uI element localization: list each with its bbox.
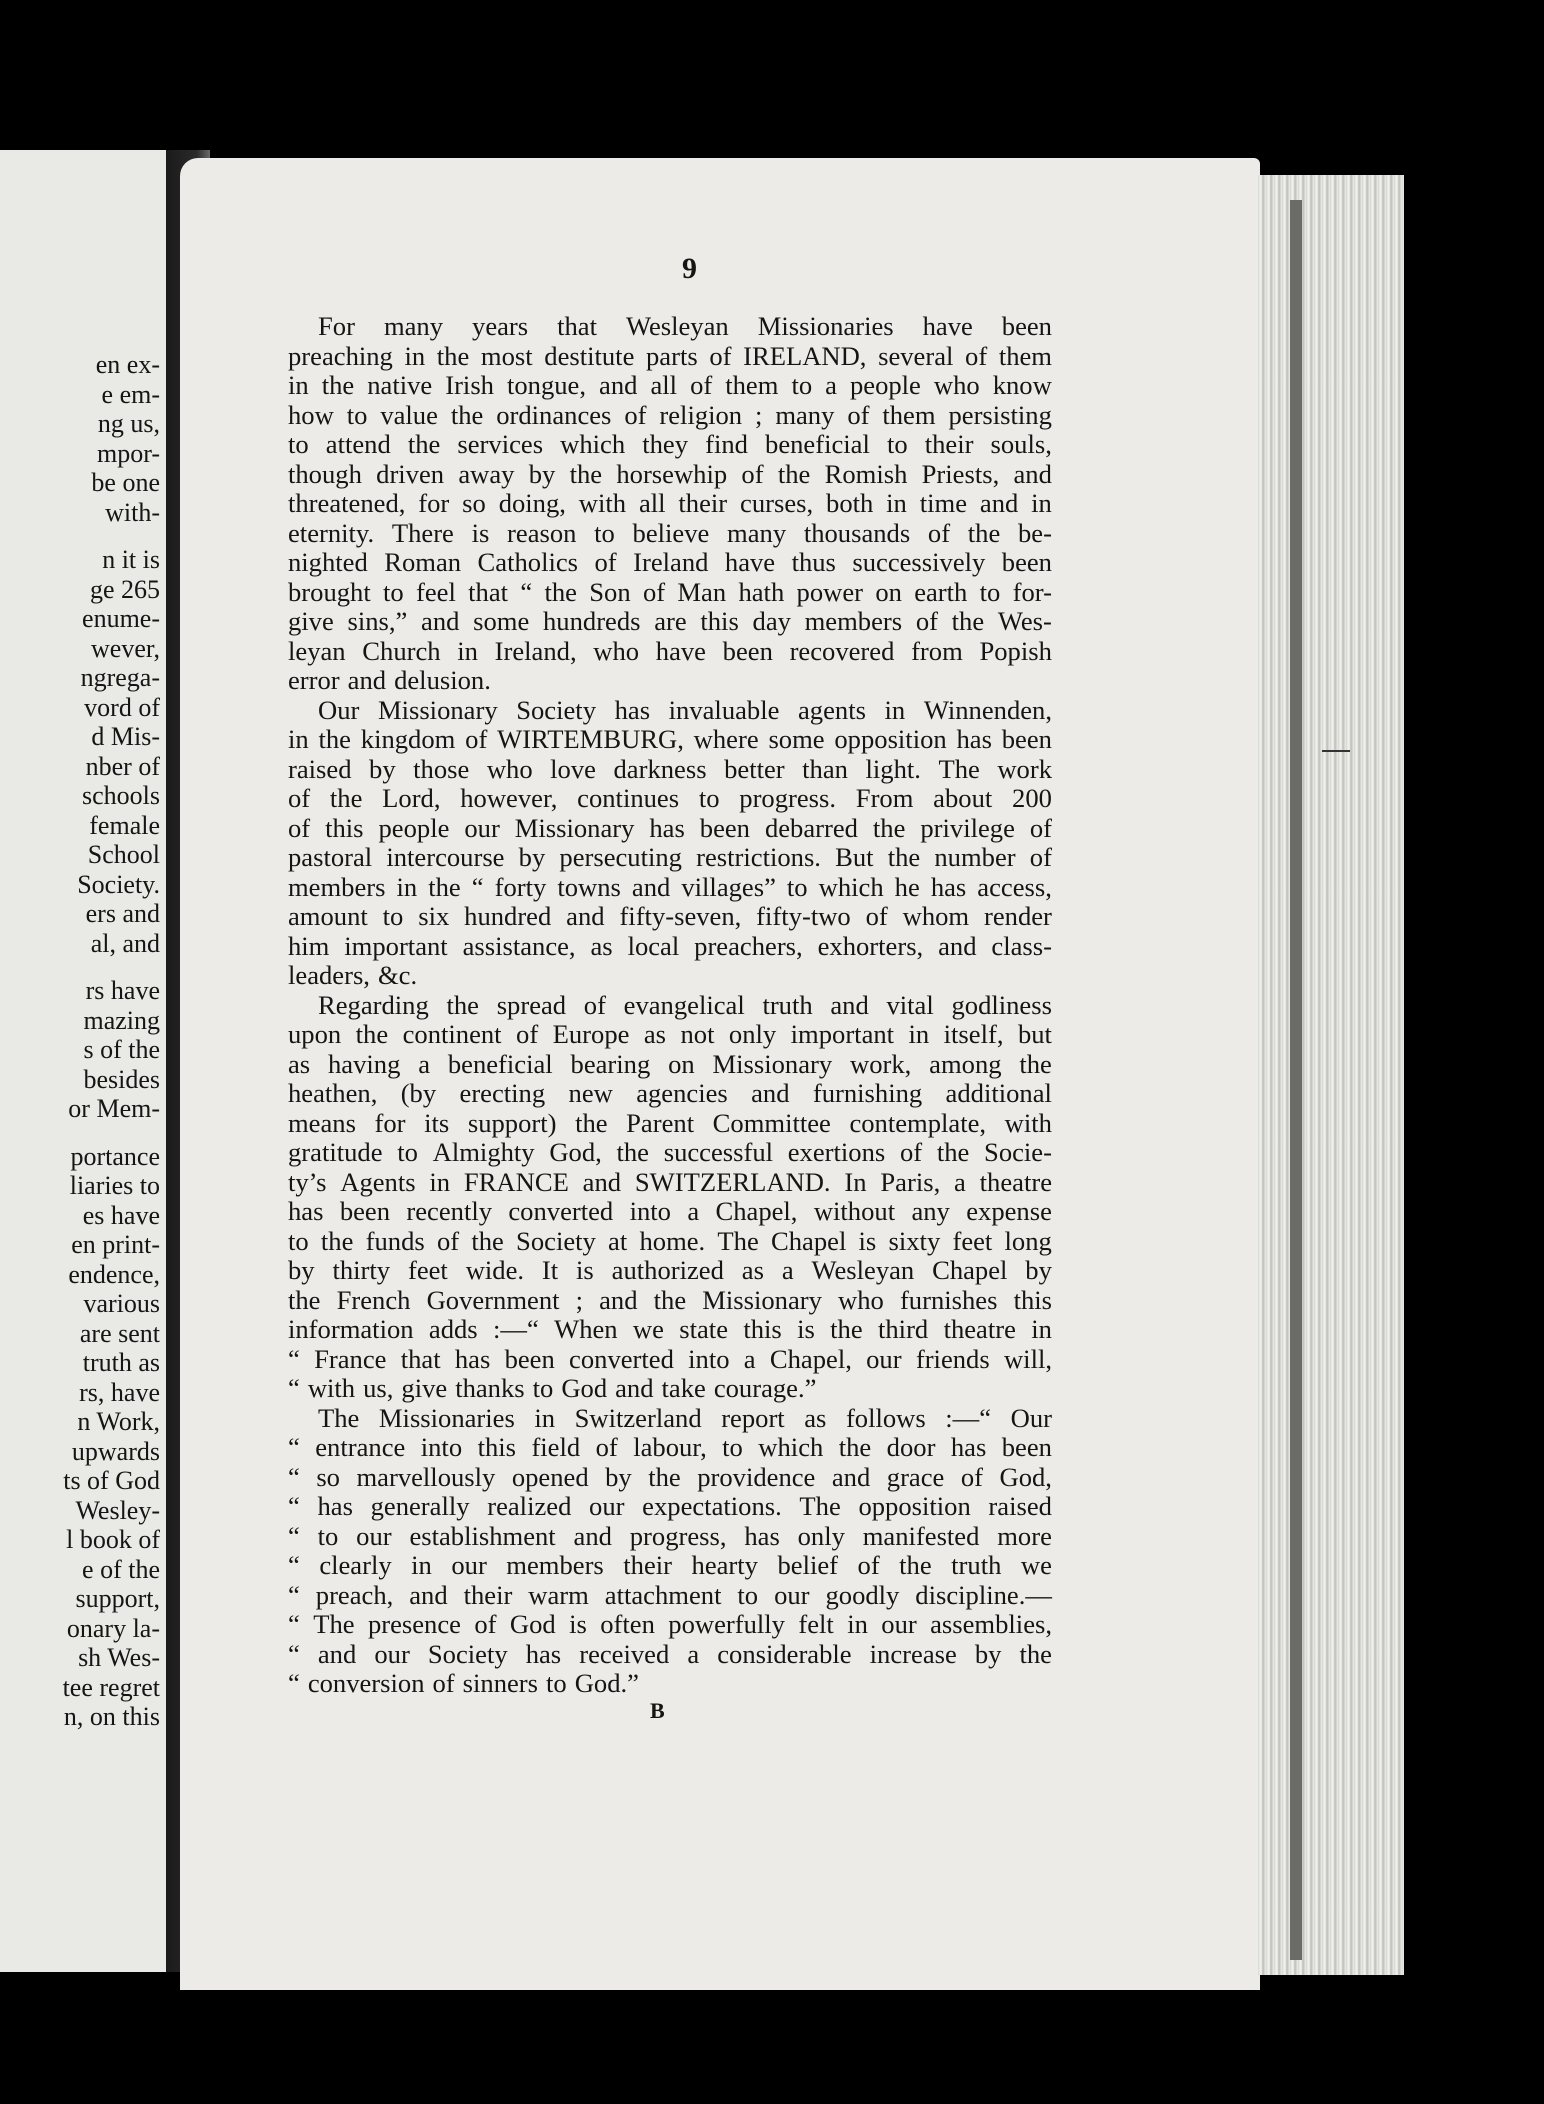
previous-page-line: be one bbox=[91, 468, 160, 497]
previous-page-line: rs have bbox=[85, 976, 160, 1005]
text-line: members in the “ forty towns and villages” to which he has access, bbox=[288, 871, 1052, 902]
text-line: For many years that Wesleyan Missionaries have been bbox=[318, 311, 1052, 341]
text-line: The Missionaries in Switzerland report as follows :—“ Our bbox=[318, 1402, 1052, 1433]
text-line: “ and our Society has received a considerable increase by the bbox=[288, 1638, 1052, 1669]
previous-page-line: e of the bbox=[82, 1554, 160, 1584]
previous-page-line: are sent bbox=[79, 1318, 160, 1348]
paragraph-gap bbox=[0, 958, 160, 976]
previous-page-line: e em- bbox=[101, 379, 160, 409]
text-line: though driven away by the horsewhip of the Romish Priests, and bbox=[288, 458, 1052, 489]
previous-page-line: endence, bbox=[68, 1259, 160, 1289]
previous-page-line: rs, have bbox=[79, 1377, 160, 1407]
text-line: error and delusion. bbox=[288, 665, 491, 695]
previous-page-line: support, bbox=[75, 1584, 160, 1613]
previous-page-line: mpor- bbox=[96, 438, 160, 468]
previous-page-line: ng us, bbox=[97, 409, 160, 438]
page-body-text bbox=[288, 312, 1052, 1699]
previous-page-line: l book of bbox=[66, 1525, 160, 1554]
text-line: by thirty feet wide. It is authorized as a Wesleyan Chapel by bbox=[288, 1255, 1052, 1285]
previous-page-line: School bbox=[87, 840, 160, 869]
text-line: means for its support) the Parent Committee contemplate, with bbox=[288, 1107, 1052, 1138]
previous-page-line: with- bbox=[105, 497, 160, 527]
previous-page-line: truth as bbox=[82, 1348, 160, 1377]
text-line: “ entrance into this field of labour, to which the door has been bbox=[288, 1432, 1052, 1462]
text-line: give sins,” and some hundreds are this day members of the Wes- bbox=[288, 606, 1052, 636]
text-line: “ France that has been converted into a Chapel, our friends will, bbox=[288, 1343, 1052, 1374]
text-line: to attend the services which they find beneficial to their souls, bbox=[288, 429, 1052, 459]
text-line: “ The presence of God is often powerfully felt in our assemblies, bbox=[288, 1609, 1052, 1639]
page-edges bbox=[1258, 175, 1404, 1975]
previous-page-line: or Mem- bbox=[68, 1094, 160, 1123]
previous-page-line: ngrega- bbox=[80, 663, 160, 692]
text-line: “ to our establishment and progress, has only manifested more bbox=[288, 1520, 1052, 1551]
text-line: eternity. There is reason to believe many thousands of the be- bbox=[288, 517, 1052, 548]
text-line: “ clearly in our members their hearty belief of the truth we bbox=[288, 1550, 1052, 1580]
previous-page-line: nber of bbox=[85, 751, 160, 781]
text-line: “ has generally realized our expectations. The opposition raised bbox=[288, 1491, 1052, 1521]
paragraph-gap bbox=[0, 1124, 160, 1142]
previous-page-line: various bbox=[83, 1289, 160, 1318]
text-line: ty’s Agents in FRANCE and SWITZERLAND. In Paris, a theatre bbox=[288, 1166, 1052, 1197]
previous-page-fragment bbox=[0, 150, 166, 1972]
previous-page-line: Society. bbox=[77, 869, 160, 899]
previous-page-line: portance bbox=[70, 1141, 160, 1171]
text-line: him important assistance, as local preachers, exhorters, and class- bbox=[288, 930, 1052, 961]
previous-page-line: sh Wes- bbox=[78, 1643, 160, 1672]
text-line: threatened, for so doing, with all their curses, both in time and in bbox=[288, 488, 1052, 518]
previous-page-line: ts of God bbox=[63, 1466, 160, 1495]
previous-page-line: liaries to bbox=[69, 1171, 160, 1200]
signature-mark: B bbox=[650, 1698, 665, 1723]
previous-page-text bbox=[0, 350, 160, 1732]
text-line: “ with us, give thanks to God and take courage.” bbox=[288, 1373, 817, 1403]
text-line: “ so marvellously opened by the providence and grace of God, bbox=[288, 1461, 1052, 1492]
previous-page-line: onary la- bbox=[66, 1613, 160, 1643]
text-line: gratitude to Almighty God, the successful exertions of the Socie- bbox=[288, 1137, 1052, 1167]
text-line: in the native Irish tongue, and all of them to a people who know bbox=[288, 370, 1052, 400]
previous-page-line: upwards bbox=[71, 1436, 160, 1466]
previous-page-line: al, and bbox=[90, 928, 160, 958]
text-line: amount to six hundred and fifty-seven, fifty-two of whom render bbox=[288, 901, 1052, 931]
previous-page-line: besides bbox=[83, 1064, 160, 1094]
paragraph-gap bbox=[0, 527, 160, 545]
previous-page-line: ge 265 bbox=[89, 574, 160, 604]
text-line: information adds :—“ When we state this is the third theatre in bbox=[288, 1314, 1052, 1344]
text-line: how to value the ordinances of religion ; many of them persisting bbox=[288, 399, 1052, 430]
text-line: Our Missionary Society has invaluable agents in Winnenden, bbox=[318, 694, 1052, 725]
previous-page-line: n, on this bbox=[63, 1702, 160, 1731]
text-line: nighted Roman Catholics of Ireland have thus successively been bbox=[288, 547, 1052, 577]
previous-page-line: ers and bbox=[85, 899, 160, 928]
previous-page-line: n it is bbox=[102, 545, 160, 574]
previous-page-line: s of the bbox=[83, 1035, 160, 1064]
text-line: upon the continent of Europe as not only important in itself, but bbox=[288, 1019, 1052, 1049]
previous-page-line: mazing bbox=[83, 1005, 160, 1035]
page-edge-shadow bbox=[1290, 200, 1302, 1960]
text-line: the French Government ; and the Missionary who furnishes this bbox=[288, 1284, 1052, 1315]
page-edge-mark bbox=[1322, 750, 1350, 752]
text-line: has been recently converted into a Chapel, without any expense bbox=[288, 1196, 1052, 1226]
text-line: preaching in the most destitute parts of IRELAND, several of them bbox=[288, 340, 1052, 371]
text-line: Regarding the spread of evangelical truth and vital godliness bbox=[318, 989, 1052, 1020]
page-number: 9 bbox=[682, 252, 697, 285]
previous-page-line: wever, bbox=[91, 633, 160, 663]
previous-page-line: vord of bbox=[84, 692, 160, 722]
text-line: of this people our Missionary has been debarred the privilege of bbox=[288, 812, 1052, 843]
previous-page-line: en print- bbox=[71, 1230, 160, 1259]
previous-page-line: es have bbox=[82, 1200, 160, 1230]
text-line: brought to feel that “ the Son of Man hath power on earth to for- bbox=[288, 576, 1052, 607]
previous-page-line: enume- bbox=[82, 604, 160, 633]
text-line: of the Lord, however, continues to progress. From about 200 bbox=[288, 783, 1052, 813]
text-line: “ conversion of sinners to God.” bbox=[288, 1668, 639, 1698]
previous-page-line: Wesley- bbox=[75, 1495, 160, 1525]
previous-page-line: en ex- bbox=[95, 350, 160, 379]
text-line: in the kingdom of WIRTEMBURG, where some opposition has been bbox=[288, 724, 1052, 754]
previous-page-line: tee regret bbox=[62, 1672, 160, 1702]
text-line: “ preach, and their warm attachment to our goodly discipline.— bbox=[288, 1579, 1052, 1610]
text-line: as having a beneficial bearing on Missionary work, among the bbox=[288, 1048, 1052, 1079]
previous-page-line: n Work, bbox=[77, 1407, 160, 1436]
text-line: to the funds of the Society at home. The Chapel is sixty feet long bbox=[288, 1225, 1052, 1256]
previous-page-line: schools bbox=[82, 781, 160, 810]
previous-page-line: d Mis- bbox=[91, 722, 160, 751]
text-line: heathen, (by erecting new agencies and furnishing additional bbox=[288, 1078, 1052, 1108]
text-line: raised by those who love darkness better than light. The work bbox=[288, 753, 1052, 784]
scan-border bbox=[1404, 0, 1544, 2104]
text-line: leyan Church in Ireland, who have been recovered from Popish bbox=[288, 635, 1052, 666]
previous-page-line: female bbox=[89, 810, 160, 840]
text-line: leaders, &c. bbox=[288, 960, 418, 990]
text-line: pastoral intercourse by persecuting restrictions. But the number of bbox=[288, 842, 1052, 872]
